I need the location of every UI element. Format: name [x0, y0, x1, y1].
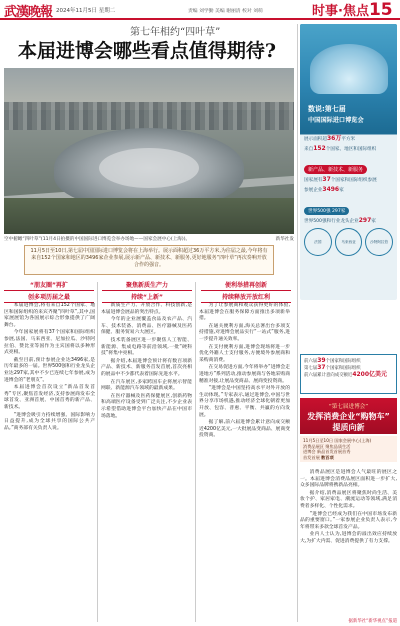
country-circle: 法国	[304, 228, 332, 256]
column-3-paragraph: 为了让参展商和观众获得更好的体验,本届进博会在服务保障方面推出多项新举措。	[199, 303, 290, 322]
newspaper-logo: 武漢晚報	[4, 5, 53, 20]
sub-feature-banner	[300, 398, 397, 434]
infographic-stats	[304, 136, 393, 256]
stat-value: 152	[313, 145, 326, 152]
comparison-line	[304, 372, 393, 379]
infographic-panel	[300, 24, 397, 300]
issue-date: 2024年11月5日 星期二	[56, 8, 116, 14]
comparison-label: 前六届	[304, 359, 318, 364]
stat-unit: 家	[371, 219, 376, 224]
column-3-paragraph: 据了解,前六届进博会累计意向成交额近4200亿美元,一大批展品变商品、展商变投资商。	[199, 420, 290, 439]
stat-item	[304, 187, 393, 194]
photo-city-skyline	[4, 102, 294, 130]
stat-item	[304, 218, 393, 225]
stat-label: 展示面积超	[304, 137, 327, 142]
stat-unit: 家	[339, 188, 344, 193]
sub-info-line	[303, 455, 394, 461]
section-title	[312, 0, 393, 20]
photo-greenery	[4, 198, 294, 234]
column-1-body	[4, 303, 95, 433]
stat-unit: 平方米	[341, 137, 356, 142]
sub-feature-title-line1: 发挥消费企业“购物车”	[307, 412, 390, 421]
exhibition-hall-illustration	[310, 44, 388, 94]
column-2-title	[102, 280, 192, 303]
feature-value: 数百项	[321, 454, 334, 460]
intro-box	[24, 245, 274, 275]
page-header	[0, 0, 400, 20]
comparison-box	[300, 354, 397, 394]
sub-info-line: 11月5日至10日 国家会展中心(上海)	[303, 438, 372, 443]
highlight-pill: 世界500强 297家	[304, 207, 349, 215]
infographic-title-line2: 中国国际进口博览会	[308, 117, 364, 124]
column-3-body	[199, 303, 290, 441]
column-1-title	[4, 280, 94, 303]
article-kicker: 第七年相约“四叶草”	[130, 27, 221, 38]
comparison-value: 37	[317, 364, 326, 371]
column-2-paragraph: 技术装备展区进一步聚焦人工智能、新能源、集成电路等前沿领域,一批“硬科技”将集中亮相。	[101, 337, 192, 357]
stat-value: 3496	[322, 186, 340, 193]
column-3-paragraph: 在支付便利方面,进博会现场将进一步优化外籍人士支付服务,方便境外参展商和采购商消费。	[199, 344, 290, 363]
column-divider	[97, 282, 98, 622]
stat-unit: 个国家、地区和国际组织	[325, 147, 377, 152]
column-2-body	[101, 303, 192, 421]
feature-label: 前六届累计意向成交额近	[304, 373, 353, 378]
stat-label: 国家展有	[304, 178, 323, 183]
stat-item	[304, 146, 393, 153]
column-2-paragraph: 今年的企业展覆盖食品及农产品、汽车、技术装备、消费品、医疗器械及医药保健、服务贸易六大展区。	[101, 317, 192, 336]
column-2-paragraph: 新质生产力、开放合作、科技创新,是本届进博会展品的突出特点。	[101, 303, 192, 315]
column-divider	[195, 282, 196, 622]
feature-label: 首发首展	[303, 454, 320, 460]
sub-feature-info	[300, 436, 397, 462]
country-circle: 马来西亚	[335, 228, 363, 256]
column-1-title-main: 创多项历届之最	[4, 290, 94, 303]
sub-feature-paragraph: 业内人士认为,进博会的溢出效应持续放大,为扩大内需、促进消费提供了有力支撑。	[300, 532, 397, 544]
column-3-paragraph: 在交易促进方面,今年将举办“进博会走进地方”系列活动,推动参展商与各地采购商精准对接,让展品变商品、展商变投资商。	[199, 365, 290, 384]
column-1-paragraph: 本届进博会首次设立“新品首发首秀”专区,聚焦首发经济,支持参展商发布全球首发、亚洲首展、中国首秀的新产品、新技术。	[4, 385, 95, 410]
photo-caption-text: 空中俯瞰“四叶草”(11月4日拍摄的中国国际进口博览会举办场地——国家会展中心(上海))。	[4, 237, 191, 242]
column-3-paragraph: 在通关便利方面,海关总署出台多项支持措施,对进博会展品实行“一站式”服务,进一步提升通关效率。	[199, 323, 290, 342]
photo-exhibition-roof	[99, 148, 199, 188]
stat-value: 37	[322, 176, 331, 183]
column-3-title	[201, 280, 291, 303]
sub-feature-byline: 据新华社“新华视点”报道	[348, 619, 397, 624]
stat-label: 来自	[304, 147, 314, 152]
sub-feature-kicker: “第七届进博会”	[328, 404, 369, 410]
intro-text: 11月5日至10日,第七届中国国际进口博览会将在上海举行。展示面积超过36万平方米,为往届之最,今年将有来自152个国家和地区的3496家企业参展,展示新产品、新技术、新服务,更好地服务“四叶草”再次奏响开放合作的强音。	[30, 248, 268, 268]
column-1-title-top: “朋友圈”再扩	[30, 282, 68, 289]
guest-country-circles	[304, 228, 393, 256]
stat-label: 参展企业	[304, 188, 323, 193]
stat-value: 36万	[326, 135, 342, 142]
column-1-paragraph: 今年国家展将有37个国家和国际组织参展,法国、马来西亚、尼加拉瓜、沙特阿拉伯、赞比亚等国作为主宾国将以多种形式亮相。	[4, 330, 95, 356]
column-2-title-top: 聚焦新质生产力	[125, 282, 168, 289]
editors-credit: 责编 刘学勤 美编 谢丽清 校对 刘萌	[188, 9, 263, 14]
page-number: 15	[368, 0, 393, 20]
comparison-label: 第七届	[304, 366, 318, 371]
column-1-paragraph: 截至目前,预计参展企业达3496家,是历年最多的一届。世界500强和行业龙头企业达297家,其中不少已连续七年参展,成为进博会的“老朋友”。	[4, 357, 95, 383]
country-circle: 沙特阿拉伯	[365, 228, 393, 256]
column-1-paragraph: 本届进博会,将有来自152个国家、地区和国际组织的来宾齐聚“四叶草”,其中,国家展展馆为各国展示综合形象提供了广阔舞台。	[4, 303, 95, 328]
photo-caption	[4, 236, 294, 242]
stat-item	[304, 177, 393, 184]
sub-info-line: 消费品展区 聚焦品质生活	[303, 443, 351, 449]
column-2-paragraph: 在汽车展区,多家跨国车企将展示智能网联、新能源汽车领域的最新成果。	[101, 379, 192, 392]
sub-feature-paragraph: 据介绍,消费品展区将聚焦时尚生活、美妆个护、家居家电、潮流运动等领域,满足消费者多样化、个性化需求。	[300, 490, 397, 509]
feature-value: 4200亿美元	[352, 371, 388, 378]
sub-feature-body	[300, 470, 397, 547]
sub-feature-title-line2: 提质向新	[332, 423, 365, 432]
column-3-title-top: 便利举措再创新	[224, 282, 267, 289]
highlight-pill: 新产品、新技术、新服务	[304, 165, 367, 174]
infographic-banner	[300, 24, 397, 132]
stat-label: 世界500强和行业龙头企业	[304, 219, 359, 224]
column-2-paragraph: 据介绍,本届进博会预计将有数百项新产品、新技术、新服务首发首展,首次亮相的展品中不少都代表着国际先进水平。	[101, 358, 192, 377]
sub-info-line: 进博会 新品首发首展首秀	[303, 449, 351, 455]
stat-item	[304, 136, 393, 143]
stat-value: 297	[358, 217, 372, 224]
column-2-paragraph: 在医疗器械及医药保健展区,创新药物和高端医疗设备受到广泛关注,不少企业表示希望借助进博会平台加快产品在中国市场落地。	[101, 393, 192, 419]
sub-feature-paragraph: 消费品展区是进博会人气最旺的展区之一。本届进博会消费品展区面积进一步扩大,众多国际品牌将携新品亮相。	[300, 470, 397, 489]
comparison-unit: 个国家和国际组织	[325, 359, 361, 364]
lead-photo	[4, 68, 294, 234]
sidebar-divider	[297, 24, 298, 622]
infographic-title-line1: 数说:第七届	[308, 105, 346, 113]
column-1-paragraph: “进博会吸引力持续增强、国际影响力日益提升,成为全球共享的国际公共产品。”商务部有关负责人说。	[4, 412, 95, 431]
comparison-unit: 个国家和国际组织	[325, 366, 361, 371]
sub-feature-paragraph: “进博会已经成为我们在中国市场发布新品的重要窗口。”一家参展企业负责人表示,今年将带来多款全球首发产品。	[300, 511, 397, 530]
section-name: 时事·焦点	[312, 4, 369, 19]
article-headline: 本届进博会哪些看点值得期待?	[17, 40, 277, 62]
comparison-value: 39	[317, 357, 326, 364]
column-3-paragraph: “进博会是中国坚持高水平对外开放的生动体现。”专家表示,通过进博会,中国与世界分享市场机遇,推动经济全球化朝着更加开放、包容、普惠、平衡、共赢的方向发展。	[199, 386, 290, 418]
column-3-title-main: 持续释放开放红利	[201, 290, 291, 303]
column-2-title-main: 持续“上新”	[102, 290, 192, 303]
stat-unit: 个国家和国际组织参展	[330, 178, 377, 183]
photo-credit: 新华社发	[275, 237, 294, 242]
